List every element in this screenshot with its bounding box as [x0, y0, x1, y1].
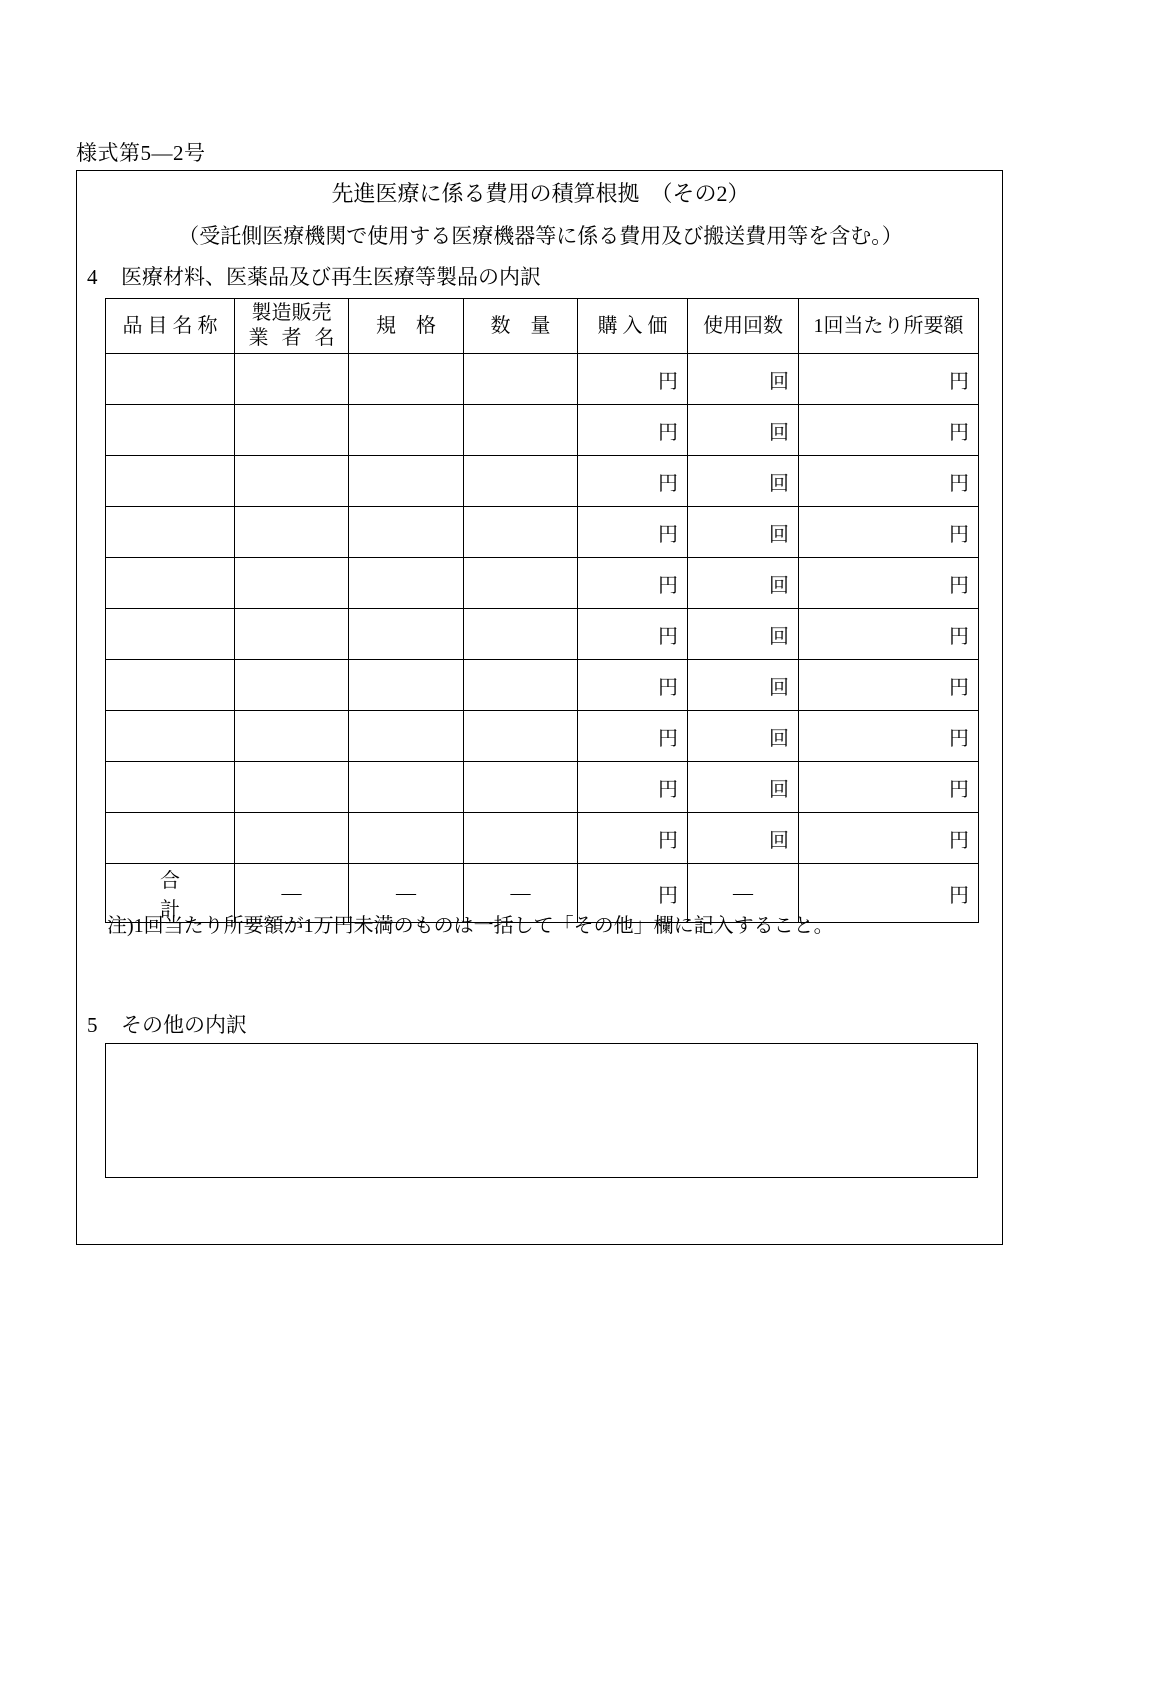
- purchase-price-cell-unit: 円: [658, 472, 678, 495]
- item-name-cell[interactable]: [106, 660, 235, 711]
- column-header-quantity-label: 数 量: [490, 314, 551, 337]
- spec-cell[interactable]: [349, 354, 464, 405]
- section-5-heading: [87, 1011, 247, 1039]
- column-header-spec: [349, 299, 464, 354]
- table-row: [106, 354, 979, 405]
- purchase-price-cell[interactable]: [578, 507, 688, 558]
- table-row: [106, 762, 979, 813]
- use-count-cell[interactable]: [688, 354, 799, 405]
- total-quantity-cell-text: ―: [510, 881, 531, 904]
- column-header-amount-per-use: [799, 299, 979, 354]
- use-count-cell-unit: 回: [769, 523, 789, 546]
- column-header-item-name-label: 品 目 名 称: [122, 314, 218, 337]
- section-5-title: その他の内訳: [121, 1013, 247, 1037]
- purchase-price-cell-unit: 円: [658, 421, 678, 444]
- purchase-price-cell[interactable]: [578, 660, 688, 711]
- amount-per-use-cell[interactable]: [799, 609, 979, 660]
- amount-per-use-cell-unit: 円: [949, 523, 969, 546]
- table-row: [106, 456, 979, 507]
- amount-per-use-cell-unit: 円: [949, 727, 969, 750]
- maker-cell[interactable]: [235, 813, 349, 864]
- use-count-cell-unit: 回: [769, 370, 789, 393]
- use-count-cell-unit: 回: [769, 574, 789, 597]
- purchase-price-cell-unit: 円: [658, 727, 678, 750]
- purchase-price-cell-unit: 円: [658, 676, 678, 699]
- purchase-price-cell-unit: 円: [658, 829, 678, 852]
- column-header-quantity: [464, 299, 578, 354]
- use-count-cell-unit: 回: [769, 829, 789, 852]
- table-row: [106, 609, 979, 660]
- use-count-cell-unit: 回: [769, 625, 789, 648]
- total-label-cell-text: 合 計: [160, 870, 244, 921]
- quantity-cell[interactable]: [464, 711, 578, 762]
- spec-cell[interactable]: [349, 507, 464, 558]
- spec-cell[interactable]: [349, 711, 464, 762]
- amount-per-use-cell-unit: 円: [949, 625, 969, 648]
- section-5-number: 5: [87, 1013, 98, 1037]
- maker-cell[interactable]: [235, 405, 349, 456]
- quantity-cell[interactable]: [464, 558, 578, 609]
- page-title: 先進医療に係る費用の積算根拠 （その2）: [331, 181, 750, 206]
- quantity-cell[interactable]: [464, 507, 578, 558]
- materials-table: [105, 298, 979, 923]
- total-purchase-price-cell-text: 円: [658, 884, 678, 907]
- use-count-cell[interactable]: [688, 711, 799, 762]
- maker-cell[interactable]: [235, 711, 349, 762]
- purchase-price-cell-unit: 円: [658, 523, 678, 546]
- amount-per-use-cell-unit: 円: [949, 574, 969, 597]
- quantity-cell[interactable]: [464, 354, 578, 405]
- quantity-cell[interactable]: [464, 660, 578, 711]
- form-frame: [76, 170, 1003, 1245]
- amount-per-use-cell-unit: 円: [949, 676, 969, 699]
- item-name-cell[interactable]: [106, 456, 235, 507]
- amount-per-use-cell-unit: 円: [949, 421, 969, 444]
- total-use-count-cell-text: ―: [733, 881, 753, 904]
- form-number: 様式第5―2号: [76, 141, 206, 165]
- item-name-cell[interactable]: [106, 558, 235, 609]
- table-row: [106, 813, 979, 864]
- materials-table-body: [106, 354, 979, 923]
- purchase-price-cell[interactable]: [578, 405, 688, 456]
- table-row: [106, 507, 979, 558]
- table-row: [106, 711, 979, 762]
- item-name-cell[interactable]: [106, 354, 235, 405]
- spec-cell[interactable]: [349, 456, 464, 507]
- item-name-cell[interactable]: [106, 762, 235, 813]
- table-note: 注)1回当たり所要額が1万円未満のものは一括して「その他」欄に記入すること。: [107, 915, 834, 937]
- use-count-cell-unit: 回: [769, 472, 789, 495]
- purchase-price-cell-unit: 円: [658, 625, 678, 648]
- amount-per-use-cell-unit: 円: [949, 370, 969, 393]
- purchase-price-cell[interactable]: [578, 456, 688, 507]
- spec-cell[interactable]: [349, 405, 464, 456]
- item-name-cell[interactable]: [106, 405, 235, 456]
- amount-per-use-cell[interactable]: [799, 405, 979, 456]
- amount-per-use-cell-unit: 円: [949, 778, 969, 801]
- purchase-price-cell[interactable]: [578, 558, 688, 609]
- section-4-number: 4: [87, 265, 98, 289]
- purchase-price-cell[interactable]: [578, 711, 688, 762]
- table-row: [106, 660, 979, 711]
- maker-cell[interactable]: [235, 456, 349, 507]
- use-count-cell[interactable]: [688, 558, 799, 609]
- table-row: [106, 558, 979, 609]
- use-count-cell-unit: 回: [769, 676, 789, 699]
- use-count-cell[interactable]: [688, 507, 799, 558]
- purchase-price-cell[interactable]: [578, 813, 688, 864]
- purchase-price-cell-unit: 円: [658, 370, 678, 393]
- quantity-cell[interactable]: [464, 456, 578, 507]
- column-header-maker-line1: 製造販売: [251, 302, 332, 324]
- item-name-cell[interactable]: [106, 609, 235, 660]
- column-header-spec-label: 規 格: [376, 314, 436, 337]
- quantity-cell[interactable]: [464, 762, 578, 813]
- column-header-purchase-price-label: 購 入 価: [597, 314, 668, 337]
- maker-cell[interactable]: [235, 660, 349, 711]
- use-count-cell[interactable]: [688, 813, 799, 864]
- item-name-cell[interactable]: [106, 711, 235, 762]
- item-name-cell[interactable]: [106, 507, 235, 558]
- use-count-cell-unit: 回: [769, 778, 789, 801]
- table-header-row: [106, 299, 979, 354]
- total-amount-per-use-cell-text: 円: [949, 884, 969, 907]
- amount-per-use-cell[interactable]: [799, 456, 979, 507]
- maker-cell[interactable]: [235, 354, 349, 405]
- spec-cell[interactable]: [349, 813, 464, 864]
- amount-per-use-cell-unit: 円: [949, 829, 969, 852]
- purchase-price-cell[interactable]: [578, 354, 688, 405]
- amount-per-use-cell[interactable]: [799, 558, 979, 609]
- section-4-heading: [87, 263, 541, 291]
- use-count-cell[interactable]: [688, 762, 799, 813]
- section-4-title: 医療材料、医薬品及び再生医療等製品の内訳: [121, 265, 541, 289]
- use-count-cell[interactable]: [688, 609, 799, 660]
- page-subtitle: （受託側医療機関で使用する医療機器等に係る費用及び搬送費用等を含む。）: [178, 224, 903, 248]
- amount-per-use-cell[interactable]: [799, 507, 979, 558]
- item-name-cell[interactable]: [106, 813, 235, 864]
- quantity-cell[interactable]: [464, 405, 578, 456]
- use-count-cell-unit: 回: [769, 727, 789, 750]
- column-header-purchase-price: [578, 299, 688, 354]
- use-count-cell[interactable]: [688, 405, 799, 456]
- spec-cell[interactable]: [349, 558, 464, 609]
- maker-cell[interactable]: [235, 609, 349, 660]
- maker-cell[interactable]: [235, 762, 349, 813]
- column-header-use-count-label: 使用回数: [703, 314, 783, 337]
- amount-per-use-cell[interactable]: [799, 813, 979, 864]
- purchase-price-cell-unit: 円: [658, 574, 678, 597]
- column-header-amount-per-use-label: 1回当たり所要額: [813, 314, 964, 337]
- total-maker-cell-text: ―: [281, 881, 302, 904]
- other-details-input-area[interactable]: [105, 1043, 978, 1178]
- quantity-cell[interactable]: [464, 609, 578, 660]
- amount-per-use-cell[interactable]: [799, 354, 979, 405]
- amount-per-use-cell[interactable]: [799, 762, 979, 813]
- amount-per-use-cell[interactable]: [799, 660, 979, 711]
- column-header-use-count: [688, 299, 799, 354]
- use-count-cell-unit: 回: [769, 421, 789, 444]
- quantity-cell[interactable]: [464, 813, 578, 864]
- use-count-cell[interactable]: [688, 456, 799, 507]
- purchase-price-cell[interactable]: [578, 762, 688, 813]
- spec-cell[interactable]: [349, 660, 464, 711]
- column-header-item-name: [106, 299, 235, 354]
- table-row: [106, 405, 979, 456]
- purchase-price-cell-unit: 円: [658, 778, 678, 801]
- purchase-price-cell[interactable]: [578, 609, 688, 660]
- column-header-maker-line2: 業 者 名: [248, 327, 339, 349]
- use-count-cell[interactable]: [688, 660, 799, 711]
- amount-per-use-cell[interactable]: [799, 711, 979, 762]
- spec-cell[interactable]: [349, 762, 464, 813]
- amount-per-use-cell-unit: 円: [949, 472, 969, 495]
- total-spec-cell-text: ―: [396, 881, 416, 904]
- maker-cell[interactable]: [235, 558, 349, 609]
- maker-cell[interactable]: [235, 507, 349, 558]
- column-header-maker: [235, 299, 349, 354]
- spec-cell[interactable]: [349, 609, 464, 660]
